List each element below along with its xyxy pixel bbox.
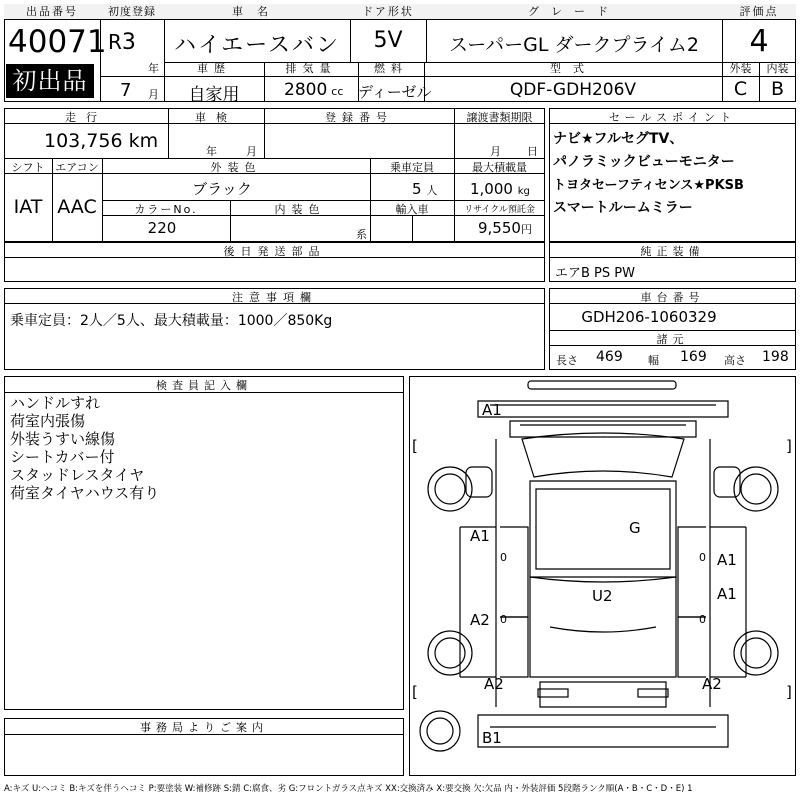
sales-point-4: スマートルームミラー	[553, 200, 693, 216]
int-color-label: 内装色	[274, 203, 326, 216]
int-color-suffix: 系	[356, 228, 367, 241]
ac-label: エアコン	[55, 161, 99, 174]
vehicle-diagram	[409, 376, 796, 776]
fuel-label: 燃料	[374, 62, 408, 75]
bracket-left-top: [	[412, 437, 418, 455]
inspection-label: 車検	[195, 111, 237, 124]
recycle-label: リサイクル預託金	[464, 205, 535, 215]
office-label: 事務局よりご案内	[140, 721, 268, 734]
displacement-label: 排気量	[285, 62, 337, 75]
car-name-label: 車名	[164, 4, 350, 20]
equipment-label: 純正装備	[640, 245, 705, 258]
exterior-grade: C	[733, 78, 748, 100]
mark-rear-bumper: B1	[482, 729, 502, 747]
inspection-year-unit: 年	[206, 145, 217, 158]
inspector-line: ハンドルすれ	[10, 394, 101, 412]
transfer-day-unit: 日	[527, 145, 538, 158]
score: 4	[749, 24, 769, 59]
inspector-line: シートカバー付	[10, 448, 115, 466]
mark-left-rear: A2	[470, 611, 490, 629]
chassis-number: GDH206-1060329	[581, 308, 717, 326]
mark-left-front: A1	[470, 527, 490, 545]
score-label: 評価点	[722, 4, 796, 20]
bracket-left-bottom: [	[412, 683, 418, 701]
month: 7	[120, 80, 132, 101]
bracket-right-top: ]	[786, 437, 792, 455]
ac: AAC	[57, 196, 97, 218]
specs-block	[4, 108, 545, 242]
equipment-value: エアB PS PW	[555, 266, 635, 281]
sales-points-label: セールスポイント	[608, 111, 736, 124]
fuel: ディーゼル	[358, 83, 432, 101]
zero-right-rear: 0	[699, 613, 706, 626]
grade-label: グレード	[426, 4, 722, 20]
inspector-line: 外装うすい線傷	[10, 430, 116, 448]
later-parts-label: 後日発送部品	[223, 245, 326, 258]
inspector-label: 検査員記入欄	[156, 379, 252, 392]
mark-rear-right-corner: A2	[702, 675, 722, 693]
bracket-right-bottom: ]	[786, 683, 792, 701]
displacement: 2800 cc	[284, 80, 344, 100]
transfer-month-unit: 月	[490, 145, 501, 158]
grade: スーパーGL ダークプライム2	[449, 34, 699, 56]
transfer-deadline-label: 譲渡書類期限	[466, 111, 533, 124]
mileage-label: 走行	[65, 111, 107, 124]
recycle: 9,550円	[478, 219, 532, 237]
first-listing-badge: 初出品	[6, 64, 94, 98]
history-label: 車歴	[197, 62, 231, 75]
notes-label: 注意事項欄	[232, 291, 317, 304]
sales-point-2: パノラミックビューモニター	[553, 154, 735, 170]
car-name: ハイエースバン	[173, 33, 341, 58]
height: 198	[762, 349, 789, 365]
lot-number-label: 出品番号	[4, 4, 100, 20]
dims-label: 諸元	[656, 333, 689, 346]
sales-point-1: ナビ★フルセグTV、	[553, 131, 684, 147]
first-reg-label: 初度登録	[100, 4, 164, 20]
zero-left-front: 0	[500, 551, 507, 564]
capacity-label: 乗車定員	[390, 161, 434, 174]
model-label: 型式	[550, 62, 596, 75]
mark-right-front: A1	[717, 551, 737, 569]
era: R3	[108, 30, 136, 55]
interior-grade-label: 内装	[766, 62, 789, 75]
chassis-label: 車台番号	[640, 291, 705, 304]
length-label: 長さ	[556, 354, 578, 367]
legend: A:キズ U:ヘコミ B:キズを伴うヘコミ P:要塗装 W:補修跡 S:錆 C:腐食、劣 G:フロントガラス点キズ XX:交換済み X:要交換 欠:欠品 内・外装評価 5段階ランク順(A・B・C・D・E) 1	[4, 784, 693, 794]
color-no: 220	[147, 219, 177, 237]
exterior-grade-label: 外装	[729, 62, 752, 75]
zero-right-front: 0	[699, 551, 706, 564]
mark-rear-left-corner: A2	[484, 675, 504, 693]
inspector-line: スタッドレスタイヤ	[10, 466, 145, 484]
ext-color: ブラック	[192, 180, 252, 198]
door: 5V	[373, 28, 403, 53]
month-unit: 月	[148, 88, 159, 101]
inspector-line: 荷室タイヤハウス有り	[10, 484, 160, 502]
notes-text: 乗車定員：2人／5人、最大積載量：1000／850Kg	[10, 313, 333, 329]
inspector-line: 荷室内張傷	[10, 412, 86, 430]
width: 169	[680, 349, 707, 365]
interior-grade: B	[770, 78, 785, 100]
ext-color-label: 外装色	[210, 161, 262, 174]
length: 469	[596, 349, 623, 365]
capacity: 5 人	[412, 180, 438, 198]
shift-label: シフト	[11, 161, 45, 174]
lot-number: 40071	[8, 24, 107, 60]
mark-center: U2	[592, 587, 613, 605]
mark-front-bumper: A1	[482, 401, 502, 419]
mark-roof: G	[629, 519, 641, 537]
max-load: 1,000 kg	[470, 180, 530, 198]
mark-right-mid: A1	[717, 585, 737, 603]
max-load-label: 最大積載量	[472, 161, 527, 174]
door-label: ドア形状	[350, 4, 426, 20]
model: QDF-GDH206V	[509, 80, 637, 100]
import-label: 輸入車	[395, 203, 429, 216]
color-no-label: カラーNo.	[134, 203, 198, 216]
year-unit: 年	[148, 62, 159, 75]
inspection-month-unit: 月	[246, 145, 257, 158]
history: 自家用	[188, 85, 240, 105]
height-label: 高さ	[724, 354, 746, 367]
width-label: 幅	[648, 354, 659, 367]
shift: IAT	[13, 196, 43, 218]
mileage: 103,756 km	[44, 130, 159, 152]
zero-left-rear: 0	[500, 613, 507, 626]
reg-number-label: 登録番号	[325, 111, 393, 124]
sales-point-3: トヨタセーフティセンス★PKSB	[553, 178, 744, 193]
